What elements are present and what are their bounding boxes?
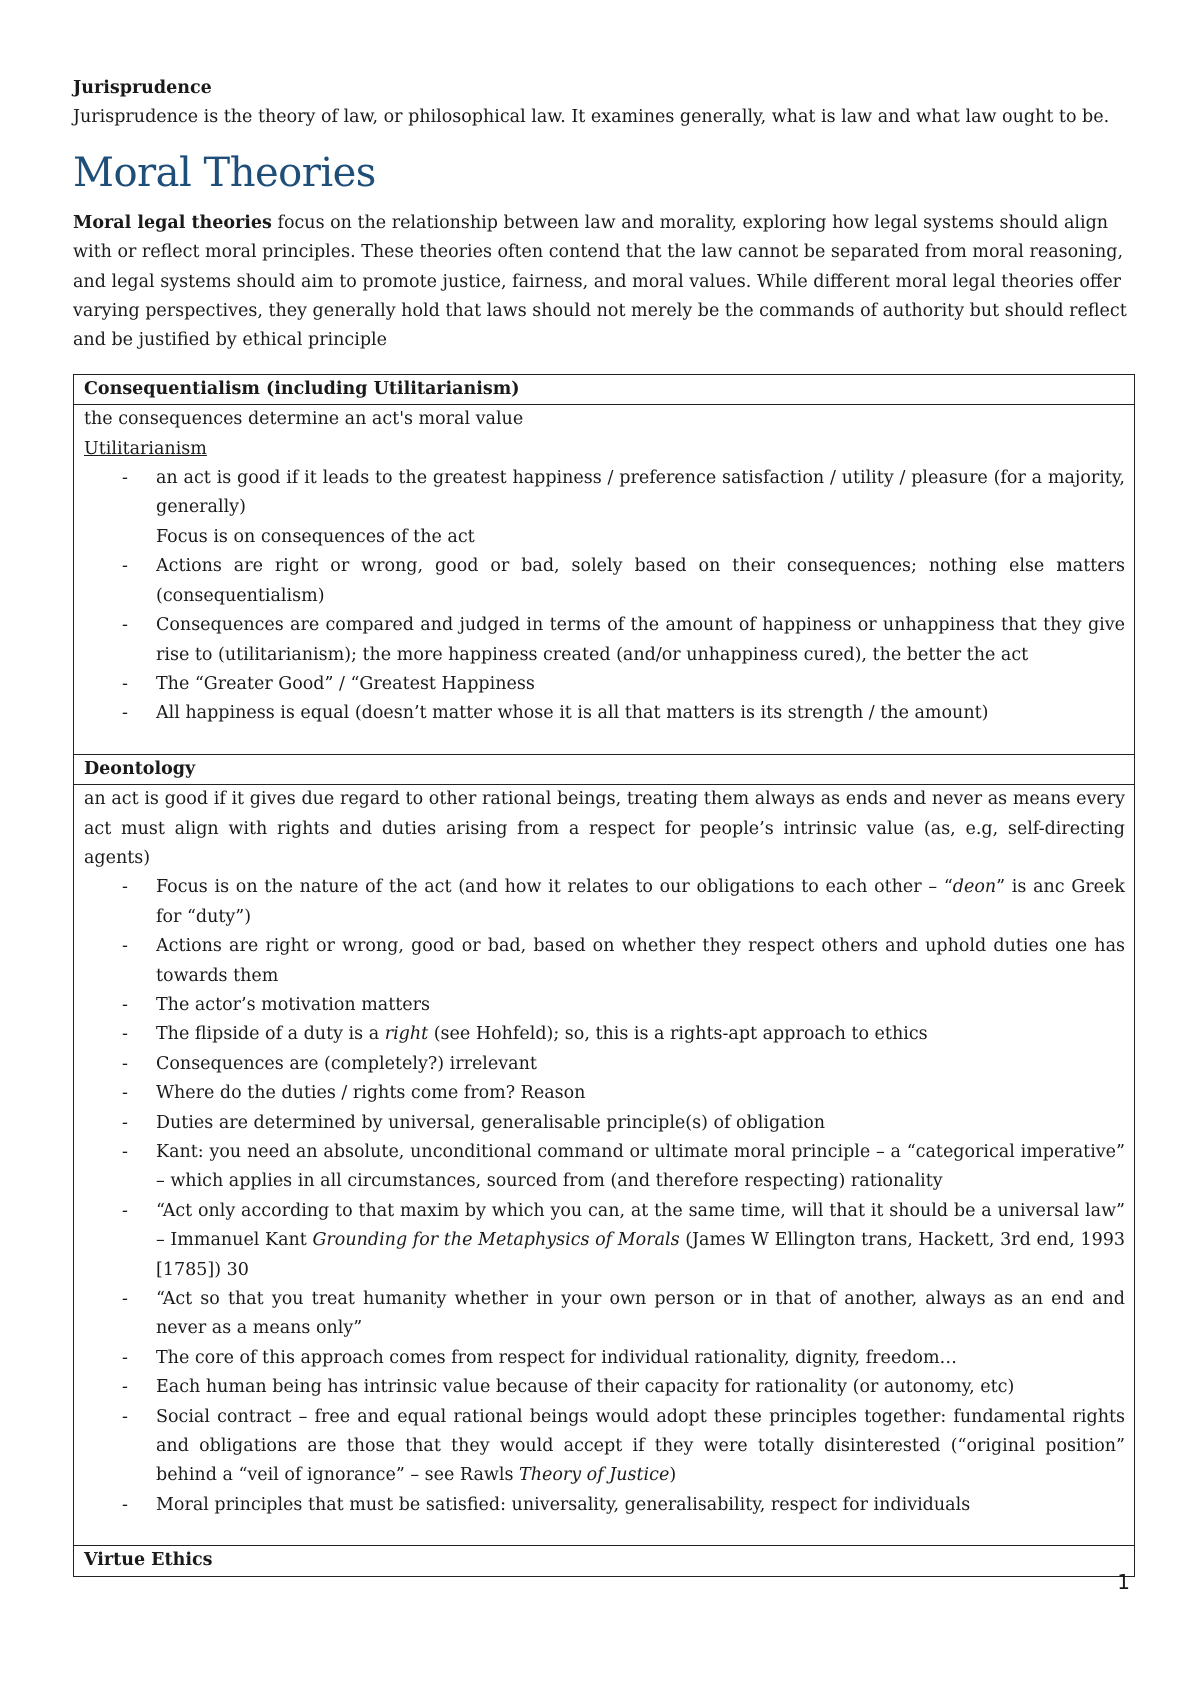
list-item: - Actions are right or wrong, good or bad, based on whether they respect others and uphold duties one has towards them: [84, 932, 1125, 991]
list-item: [84, 552, 1125, 611]
list-item: - Focus is on the nature of the act (and how it relates to our obligations to each other – “deon” is anc Greek for “duty”): [84, 873, 1125, 932]
section-intro-bold: Moral legal theories: [73, 212, 272, 233]
table-row: [74, 785, 1135, 1546]
list-item: - “Act so that you treat humanity whether in your own person or in that of another, always as an end and never as a means only”: [84, 1285, 1125, 1344]
section-intro: [73, 209, 1135, 356]
deontology-list: [84, 873, 1125, 1520]
consequentialism-definition: the consequences determine an act's moral value: [84, 409, 524, 430]
utilitarianism-subheading: Utilitarianism: [84, 438, 207, 459]
list-item: [84, 611, 1125, 670]
list-item: - Where do the duties / rights come from? Reason: [84, 1079, 1125, 1108]
list-item: [84, 670, 1125, 699]
list-item: - The core of this approach comes from respect for individual rationality, dignity, freedom…: [84, 1344, 1125, 1373]
emphasis-right: right: [384, 1024, 429, 1045]
list-item: - The actor’s motivation matters: [84, 991, 1125, 1020]
table-row: [74, 374, 1135, 404]
list-item: - The flipside of a duty is a right (see Hohfeld); so, this is a rights-apt approach to ethics: [84, 1020, 1125, 1049]
jurisprudence-definition: Jurisprudence is the theory of law, or philosophical law. It examines generally, what is law and what law ought to be.: [73, 107, 1110, 128]
list-item: - Social contract – free and equal rational beings would adopt these principles together: fundamental rights and obligations are those that they would accept if they were totally disinterested (“original position” behind a “veil of ignorance” – see Rawls Theory of Justice): [84, 1403, 1125, 1491]
table-row: [74, 1546, 1135, 1576]
list-item: - Duties are determined by universal, generalisable principle(s) of obligation: [84, 1109, 1125, 1138]
jurisprudence-heading: Jurisprudence: [73, 78, 212, 98]
list-item: - Kant: you need an absolute, unconditional command or ultimate moral principle – a “categorical imperative” – which applies in all circumstances, sourced from (and therefore respecting) rationality: [84, 1138, 1125, 1197]
theories-table: [73, 374, 1135, 1577]
virtue-ethics-heading: Virtue Ethics: [74, 1546, 1135, 1576]
list-item: [84, 464, 1125, 523]
list-item-text: Actions are right or wrong, good or bad, solely based on their consequences; nothing else matters (consequentialism): [156, 556, 1125, 606]
consequentialism-heading: Consequentialism (including Utilitarianism): [74, 374, 1135, 404]
list-item: [84, 699, 1125, 728]
section-intro-text: focus on the relationship between law and morality, exploring how legal systems should align with or reflect moral principles. These theories often contend that the law cannot be separated from moral reasoning, and legal systems should aim to promote justice, fairness, and moral values. While different moral legal theories offer varying perspectives, they generally hold that laws should not merely be the commands of authority but should reflect and be justified by ethical principle: [73, 212, 1127, 351]
page-number: 1: [1117, 1570, 1130, 1594]
table-row: [74, 754, 1135, 784]
deontology-heading: Deontology: [74, 754, 1135, 784]
deontology-definition: an act is good if it gives due regard to other rational beings, treating them always as ends and never as means every act must align with rights and duties arising from a respect for people’s intrinsic value (as, e.g, self-directing agents): [84, 789, 1125, 868]
list-item-text: All happiness is equal (doesn’t matter whose it is all that matters is its strength / the amount): [156, 703, 989, 724]
list-item-continuation: Focus is on consequences of the act: [156, 526, 475, 547]
book-title: Grounding for the Metaphysics of Morals: [312, 1230, 680, 1251]
table-row: [74, 405, 1135, 754]
list-item-text: The “Greater Good” / “Greatest Happiness: [156, 673, 535, 694]
list-item: - “Act only according to that maxim by which you can, at the same time, will that it should be a universal law” – Immanuel Kant Grounding for the Metaphysics of Morals (James W Ellington trans, Hackett, 3rd end, 1993 [1785]) 30: [84, 1197, 1125, 1285]
greek-term: deon: [952, 877, 997, 898]
book-title: Theory of Justice: [519, 1465, 670, 1486]
list-item-text: Consequences are compared and judged in terms of the amount of happiness or unhappiness that they give rise to (utilitarianism); the more happiness created (and/or unhappiness cured), the better the act: [156, 615, 1125, 665]
document-page: [73, 74, 1135, 1577]
list-item-text: an act is good if it leads to the greatest happiness / preference satisfaction / utility / pleasure (for a majority, generally): [156, 468, 1125, 518]
section-title: Moral Theories: [73, 149, 376, 196]
list-item: - Each human being has intrinsic value because of their capacity for rationality (or autonomy, etc): [84, 1373, 1125, 1402]
list-item: - Moral principles that must be satisfied: universality, generalisability, respect for individuals: [84, 1491, 1125, 1520]
consequentialism-body: [74, 405, 1135, 754]
consequentialism-list: [84, 464, 1125, 729]
list-item: - Consequences are (completely?) irrelevant: [84, 1050, 1125, 1079]
deontology-body: [74, 785, 1135, 1546]
